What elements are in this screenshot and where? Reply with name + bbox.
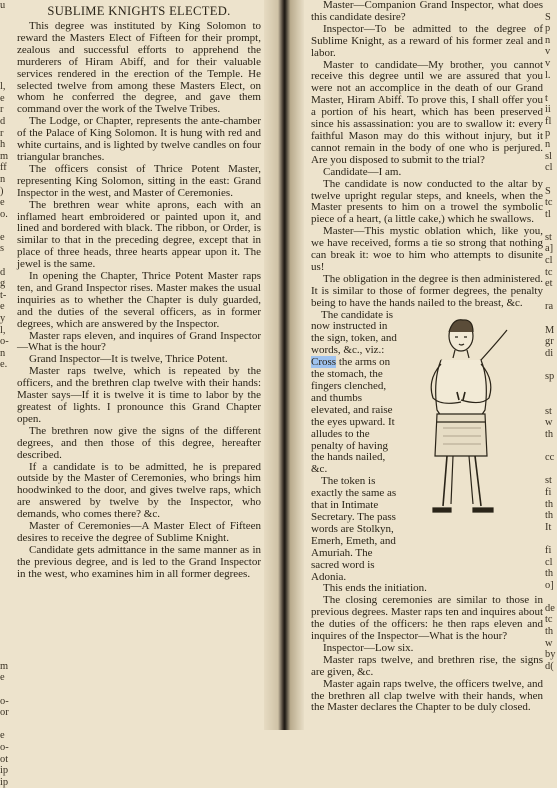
margin-fragment [0,568,13,580]
figure-leg-right [475,456,481,506]
margin-fragment: w [545,637,553,649]
margin-fragment: th [545,498,554,510]
margin-fragment [0,464,13,476]
margin-fragment [545,464,557,476]
paragraph: Grand Inspector—It is twelve, Thrice Potent. [29,353,228,366]
margin-fragment: e. [0,359,8,371]
paragraph: The obligation in the degree is then administered. It is similar to those of former degrees, the penalty being to have the hands nailed to the breast, &c. [311,272,543,309]
margin-fragment [545,313,557,325]
right-column [311,0,543,714]
book-gutter [264,0,304,730]
margin-fragment: t [545,92,548,104]
margin-fragment [0,70,13,82]
margin-fragment: ff [0,162,7,174]
margin-fragment [0,591,13,603]
sign-description-text: the arms on the stomach, the fingers clenched, and thumbs elevated, and raise the eyes upward. It alludes to the penalty of having the hands nailed, &c. [311,356,395,476]
margin-fragment: r [0,127,4,139]
margin-fragment: cc [545,452,555,464]
margin-fragment [0,371,13,383]
margin-fragment [0,394,13,406]
margin-fragment [0,499,13,511]
margin-fragment: sp [545,371,555,382]
margin-fragment [545,441,557,453]
paragraph: Master raps eleven, and inquires of Grand Inspector—What is the hour? [17,329,261,354]
margin-fragment: tc [545,197,553,209]
margin-fragment: l, [0,81,6,93]
margin-fragment: e [0,301,5,313]
margin-fragment: et [545,278,553,290]
highlighted-word[interactable]: Cross [311,356,337,369]
paragraph: Master of Ceremonies—A Master Elect of Fifteen desires to receive the degree of Sublime Knight. [17,520,261,544]
sign-illustration [403,310,545,522]
margin-fragment: e [0,92,5,104]
margin-fragment: o- [0,742,9,753]
margin-fragment: or [0,707,9,719]
chapter-title: SUBLIME KNIGHTS ELECTED. [47,4,231,18]
margin-fragment: M [545,324,555,336]
paragraph: This ends the initiation. [323,582,427,595]
margin-fragment [0,626,13,638]
margin-fragment [0,580,13,592]
paragraph: Master to candidate—My brother, you cannot receive this degree until we are assured that you were not an accomplice in the death of our Grand Master, Hiram Abiff. To prove this, I shall offer you a portion of his heart, which has been preserved since his assassination: you are to swallow it: every faithful Mason may do this without injury, but it cannot remain in the body of one who is perjured. Are you disposed to submit to the trial? [311,58,543,166]
margin-fragment [0,35,13,47]
margin-fragment [545,359,557,371]
margin-fragment: S [545,11,551,23]
margin-fragment [545,533,557,545]
margin-fragment [0,545,13,557]
figure-hair [449,319,473,331]
margin-fragment: h [0,139,6,151]
margin-fragment [545,290,557,302]
margin-fragment [0,220,13,232]
margin-fragment: ip [0,765,9,777]
margin-fragment [0,533,13,545]
margin-fragment [0,510,13,522]
margin-fragment: y [0,313,6,325]
paragraph: Candidate gets admittance in the same manner as in the previous degree, and is led to the Grand Inspector in the west, who examines him in all former degrees. [17,543,261,580]
margin-fragment: r [0,104,4,116]
margin-fragment [0,557,13,569]
margin-fragment: m [0,150,9,162]
paragraph: Candidate—I am. [323,165,402,178]
margin-fragment [0,23,13,35]
margin-fragment: tl [545,208,551,220]
margin-fragment: ii [545,104,551,116]
margin-fragment: th [545,568,554,580]
paragraph: Inspector—Low six. [323,641,414,654]
margin-fragment: fl [545,115,552,127]
paragraph: In opening the Chapter, Thrice Potent Master raps ten, and Grand Inspector rises. Master makes the usual inquiries as to whether the Chapter is duly guarded, and the duties of the several officers, as in former degrees, which are answered by the Inspector. [17,270,261,330]
margin-fragment [0,719,13,731]
margin-fragment: ot [0,753,9,765]
margin-fragment: v [545,46,551,58]
margin-fragment: th [545,510,554,522]
margin-fragment: th [545,428,554,440]
margin-fragment: l, [0,324,6,336]
margin-fragment [0,614,13,626]
margin-fragment: d [0,115,6,127]
paragraph: The officers consist of Thrice Potent Master, representing King Solomon, sitting in the east: Grand Inspector in the west, and Master of Ceremonies. [17,162,261,199]
token-text: The token is exactly the same as that in Intimate Secretary. The pass words are Stolkyn, Emerh, Emeth, and Amuriah. The sacred word is Adonia. [311,475,397,583]
paragraph: The Lodge, or Chapter, represents the ante-chamber of the Palace of King Solomon. It is hung with red and white curtains, and is lighted by twelve candles on four triangular branches. [17,115,261,163]
figure-torso [436,360,487,422]
margin-fragment: cl [545,556,553,568]
left-page-margin-fragments [0,0,13,788]
paragraph: Master—Companion Grand Inspector, what does this candidate desire? [311,0,543,23]
paragraph: This degree was instituted by King Solomon to reward the Masters Elect of Fifteen for their prompt, zealous and successful efforts to apprehend the murderers of Hiram Abiff, and for their valuable services rendered in the erection of the Temple. He selected twelve from among these Masters Elect, on whom he conferred the degree, and gave them command over the work of the Twelve Tribes. [17,20,261,116]
margin-fragment [545,81,557,93]
margin-fragment: o] [545,579,554,591]
margin-fragment: by [545,649,556,661]
sign-figure-block [311,310,543,584]
margin-fragment: It [545,521,552,533]
margin-fragment: fi [545,544,552,556]
margin-fragment: n [0,173,6,185]
margin-fragment [0,684,13,696]
margin-fragment [545,174,557,186]
margin-fragment: n [545,34,551,46]
margin-fragment: st [545,231,552,243]
margin-fragment: e [0,672,5,684]
margin-fragment: g [0,278,6,290]
margin-fragment [545,591,557,603]
margin-fragment: e [0,197,5,209]
paragraph: The brethren now give the signs of the different degrees, and then those of this degree, hereafter described. [17,424,261,461]
margin-fragment: d( [545,660,554,672]
margin-fragment: st [545,475,552,487]
margin-fragment [545,383,557,395]
margin-fragment: e [0,231,5,243]
margin-fragment [545,0,557,12]
margin-fragment: u [0,0,6,11]
margin-fragment: d [0,266,6,278]
margin-fragment [0,429,13,441]
margin-fragment [0,452,13,464]
figure-foot-left [433,508,451,512]
margin-fragment: cl [545,255,553,267]
margin-fragment: o. [0,208,8,220]
margin-fragment: p [545,127,551,139]
margin-fragment: fi [545,486,552,498]
margin-fragment: o- [0,695,9,707]
figure-foot-right [473,508,493,512]
margin-fragment: n [0,347,6,359]
margin-fragment: tc [545,266,553,278]
margin-fragment [0,383,13,395]
margin-fragment: n [545,139,551,151]
margin-fragment: t- [0,289,7,301]
margin-fragment: tc [545,614,553,626]
margin-fragment [0,649,13,661]
margin-fragment: di [545,347,554,359]
margin-fragment [0,441,13,453]
margin-fragment: a] [545,243,554,255]
margin-fragment: s [0,243,5,255]
margin-fragment: p [545,23,551,35]
left-column [17,0,261,581]
margin-fragment [0,417,13,429]
margin-fragment: ) [0,185,4,197]
margin-fragment [545,220,557,232]
figure-leg-left [443,456,447,506]
paragraph: The candidate is now conducted to the altar by twelve upright regular steps, and kneels, when the Master presents to him on a trowel the symbolic piece of a heart, (a little cake,) which he swallows. [311,177,543,226]
paragraph: Master again raps twelve, the officers twelve, and the brethren all clap twelve with their hands, when the Master declares the Chapter to be duly closed. [311,677,543,714]
margin-fragment [0,522,13,534]
margin-fragment: w [545,417,553,429]
margin-fragment: ra [545,301,554,313]
margin-fragment [545,394,557,406]
paragraph: Master—This mystic oblation which, like you, we have received, forms a tie so strong that nothing can break it: woe to him who attempts to disunite us! [311,225,543,273]
margin-fragment [0,638,13,650]
margin-fragment: l. [545,69,551,81]
margin-fragment: sl [545,150,552,162]
right-page-margin-fragments [545,0,557,730]
margin-fragment: st [545,405,552,417]
margin-fragment: ip [0,776,9,788]
paragraph: The closing ceremonies are similar to those in previous degrees. Master raps ten and inquires about the duties of the officers: he then raps eleven and inquires of the Inspector—What is the hour? [311,594,543,643]
margin-fragment: de [545,602,555,614]
sign-instruction-text: The candidate is now instructed in the sign, token, and words, &c., viz.: [311,308,397,357]
margin-fragment [0,603,13,615]
margin-fragment: v [545,57,551,69]
margin-fragment [0,406,13,418]
margin-fragment [0,487,13,499]
paragraph: If a candidate is to be admitted, he is prepared outside by the Master of Ceremonies, who brings him hoodwinked to the door, and gives twelve raps, which are answered by twelve by the Inspector, who demands, who comes there? &c. [17,460,261,521]
margin-fragment: th [545,626,554,638]
margin-fragment: cl [545,162,553,174]
figure-apron [435,414,487,456]
figure-caption-text [311,310,403,584]
margin-fragment: e [0,730,5,742]
margin-fragment [0,58,13,70]
margin-fragment: S [545,185,551,197]
margin-fragment: m [0,660,9,672]
paragraph: Master raps twelve, and brethren rise, the signs are given, &c. [311,653,543,678]
margin-fragment [0,255,13,267]
margin-fragment: gr [545,336,554,348]
margin-fragment [0,12,13,24]
paragraph: Master raps twelve, which is repeated by the officers, and the brethren clap twelve with their hands: Master says—If it is twelve it is time to labor by the greatest of lights. I pronounce this Grand Chapter open. [17,365,261,425]
margin-fragment [0,46,13,58]
paragraph: Inspector—To be admitted to the degree of Sublime Knight, as a reward of his former zeal and labor. [311,22,543,59]
margin-fragment: o- [0,336,9,348]
paragraph: The brethren wear white aprons, each with an inflamed heart embroidered or painted upon it, and lined and bordered with black. The ribbon, or Order, is similar to that in the preceding degree, except that in place of three heads, three hearts appear upon it. The jewel is the same. [17,198,261,271]
margin-fragment [0,475,13,487]
